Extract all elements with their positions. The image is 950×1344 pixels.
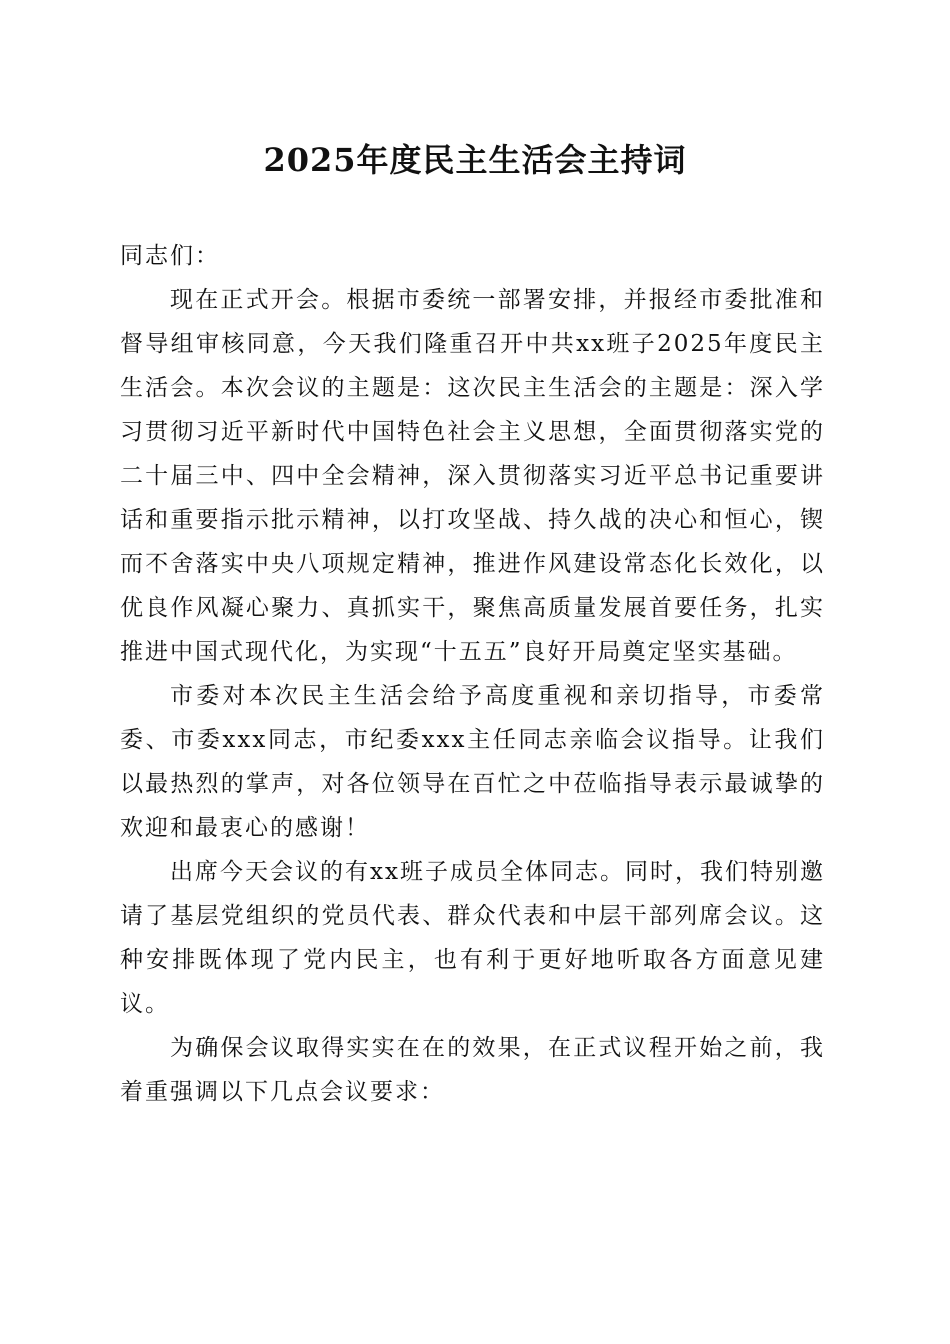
document-title: 2025年度民主生活会主持词: [263, 141, 687, 179]
paragraph-4: 为确保会议取得实实在在的效果，在正式议程开始之前，我着重强调以下几点会议要求：: [120, 1035, 825, 1105]
paragraph-1: 现在正式开会。根据市委统一部署安排，并报经市委批准和督导组审核同意，今天我们隆重召开中共xx班子2025年度民主生活会。本次会议的主题是：这次民主生活会的主题是：深入学习贯彻习近平新时代中国特色社会主义思想，全面贯彻落实党的二十届三中、四中全会精神，深入贯彻落实习近平总书记重要讲话和重要指示批示精神，以打攻坚战、持久战的决心和恒心，锲而不舍落实中央八项规定精神，推进作风建设常态化长效化，以优良作风凝心聚力、真抓实干，聚焦高质量发展首要任务，扎实推进中国式现代化，为实现“十五五”良好开局奠定坚实基础。: [120, 287, 825, 665]
paragraph-3: 出席今天会议的有xx班子成员全体同志。同时，我们特别邀请了基层党组织的党员代表、群众代表和中层干部列席会议。这种安排既体现了党内民主，也有利于更好地听取各方面意见建议。: [120, 859, 825, 1017]
document-body: [120, 234, 825, 1114]
salutation: 同志们：: [120, 243, 220, 269]
paragraph-2: 市委对本次民主生活会给予高度重视和亲切指导，市委常委、市委xxx同志，市纪委xxx主任同志亲临会议指导。让我们以最热烈的掌声，对各位领导在百忙之中莅临指导表示最诚挚的欢迎和最衷心的感谢！: [120, 683, 825, 841]
